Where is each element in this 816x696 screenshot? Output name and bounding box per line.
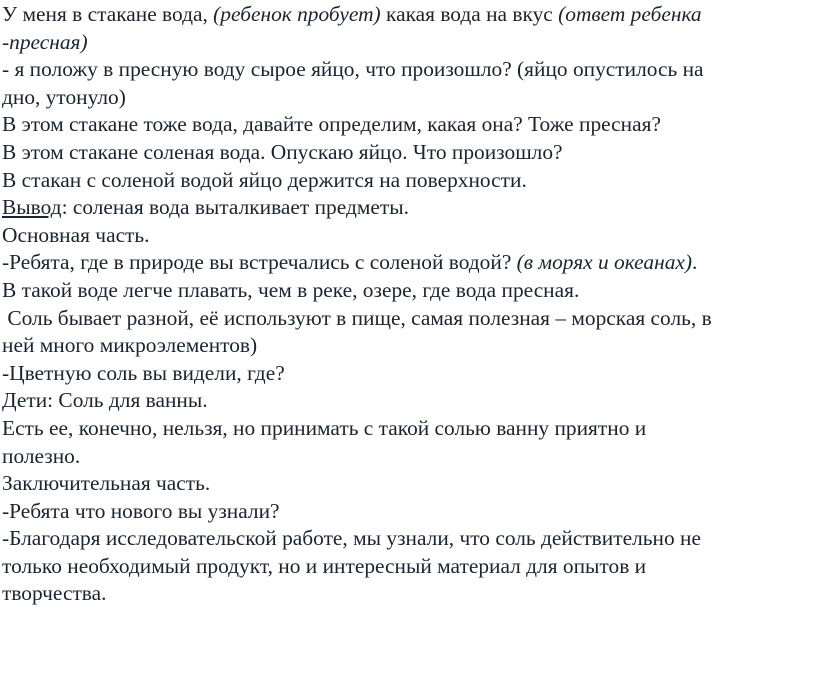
paragraph-3: В этом стакане тоже вода, давайте определим, какая она? Тоже пресная? bbox=[2, 112, 661, 137]
paragraph-6 bbox=[2, 194, 814, 222]
paragraph-4: В этом стакане соленая вода. Опускаю яйцо. Что произошло? bbox=[2, 139, 563, 164]
italic-note: (ребенок пробует) bbox=[213, 2, 381, 26]
text-run: -Ребята, где в природе вы встречались с соленой водой? bbox=[2, 250, 517, 275]
paragraph-13-line-1: Есть ее, конечно, нельзя, но принимать с такой солью ванну приятно и bbox=[2, 415, 647, 440]
paragraph-10-line-2: ней много микроэлементов) bbox=[2, 333, 258, 358]
paragraph-1-line-2: -пресная) bbox=[2, 29, 88, 54]
paragraph-1-line-1 bbox=[2, 1, 814, 29]
section-heading-final: Заключительная часть. bbox=[2, 471, 211, 496]
paragraph-16-line-2: только необходимый продукт, но и интересный материал для опытов и bbox=[2, 553, 647, 578]
text-run: У меня в стакане вода, bbox=[2, 2, 214, 26]
text-run: какая вода на вкус bbox=[380, 2, 559, 26]
paragraph-12: Дети: Соль для ванны. bbox=[2, 388, 208, 413]
paragraph-9: В такой воде легче плавать, чем в реке, озере, где вода пресная. bbox=[2, 277, 580, 302]
paragraph-8 bbox=[2, 249, 814, 277]
document-body bbox=[2, 1, 814, 608]
paragraph-2-line-1: - я положу в пресную воду сырое яйцо, что произошло? (яйцо опустилось на bbox=[2, 57, 704, 82]
italic-note: (ответ ребенка bbox=[558, 2, 702, 26]
paragraph-16-line-3: творчества. bbox=[2, 581, 107, 606]
paragraph-11: -Цветную соль вы видели, где? bbox=[2, 360, 285, 385]
paragraph-2-line-2: дно, утонуло) bbox=[2, 84, 126, 109]
text-run: : соленая вода выталкивает предметы. bbox=[61, 195, 409, 220]
paragraph-10-line-1: Соль бывает разной, её используют в пище, самая полезная – морская соль, в bbox=[2, 305, 712, 330]
section-heading-main: Основная часть. bbox=[2, 222, 150, 247]
conclusion-label: Вывод bbox=[2, 195, 62, 220]
paragraph-13-line-2: полезно. bbox=[2, 443, 81, 468]
paragraph-15: -Ребята что нового вы узнали? bbox=[2, 498, 280, 523]
paragraph-5: В стакан с соленой водой яйцо держится на поверхности. bbox=[2, 167, 527, 192]
italic-note: (в морях и океанах) bbox=[516, 250, 693, 275]
paragraph-16-line-1: -Благодаря исследовательской работе, мы узнали, что соль действительно не bbox=[2, 526, 701, 551]
text-run: . bbox=[692, 250, 698, 275]
